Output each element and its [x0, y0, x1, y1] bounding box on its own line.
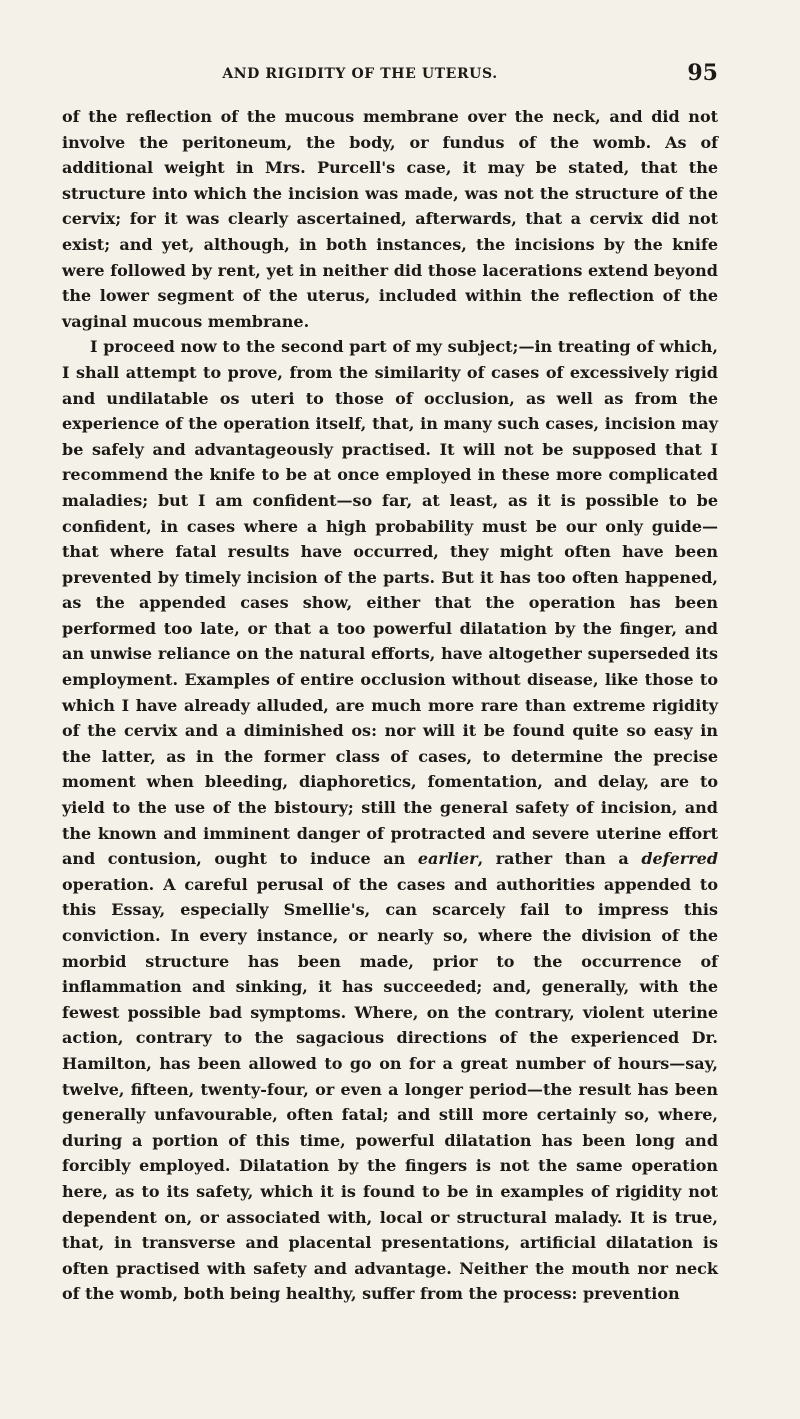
running-head: AND RIGIDITY OF THE UTERUS.: [222, 66, 498, 82]
book-page: [62, 60, 718, 1307]
paragraph-text-b: , rather than a: [477, 849, 642, 869]
paragraph-second-part: [62, 334, 718, 1307]
paragraph-continuation: of the reflection of the mucous membrane over the neck, and did not involve the peritoneum, the body, or fundus of the womb. As of additional weight in Mrs. Purcell's case, it may be stated, that the structure into which the incision was made, was not the structure of the cervix; for it was clearly ascertained, afterwards, that a cervix did not exist; and yet, although, in both instances, the incisions by the knife were followed by rent, yet in neither did those lacerations extend beyond the lower segment of the uterus, included within the reflection of the vaginal mucous membrane.: [62, 107, 718, 331]
body-text: [62, 104, 718, 1307]
emphasis-deferred: deferred: [641, 849, 719, 869]
page-number: 95: [687, 60, 718, 86]
page-header: [62, 60, 718, 90]
emphasis-earlier: earlier: [417, 849, 478, 869]
paragraph-text-a: I proceed now to the second part of my subject;—in treating of which, I shall attempt to prove, from the similarity of cases of excessively rigid and undilatable os uteri to those of occlusion, as well as from the experience of the operation itself, that, in many such cases, incision may be safely and advantageously practised. It will not be supposed that I recommend the knife to be at once employed in these more complicated maladies; but I am confident—so far, at least, as it is possible to be confident, in cases where a high probability must be our only guide—that where fatal results have occurred, they might often have been prevented by timely incision of the parts. But it has too often happened, as the appended cases show, either that the operation has been performed too late, or that a too powerful dilatation by the finger, and an unwise reliance on the natural efforts, have altogether superseded its employment. Examples of entire occlusion without disease, like those to which I have already alluded, are much more rare than extreme rigidity of the cervix and a diminished os: nor will it be found quite so easy in the latter, as in the former class of cases, to determine the precise moment when bleeding, diaphoretics, fomentation, and delay, are to yield to the use of the bistoury; still the general safety of incision, and the known and imminent danger of protracted and severe uterine effort and contusion, ought to induce an: [62, 337, 718, 869]
paragraph-text-c: operation. A careful perusal of the cases and authorities appended to this Essay, especially Smellie's, can scarcely fail to impress this conviction. In every instance, or nearly so, where the division of the morbid structure has been made, prior to the occurrence of inflammation and sinking, it has succeeded; and, generally, with the fewest possible bad symptoms. Where, on the contrary, violent uterine action, contrary to the sagacious directions of the experienced Dr. Hamilton, has been allowed to go on for a great number of hours—say, twelve, fifteen, twenty-four, or even a longer period—the result has been generally unfavourable, often fatal; and still more certainly so, where, during a portion of this time, powerful dilatation has been long and forcibly employed. Dilatation by the fingers is not the same operation here, as to its safety, which it is found to be in examples of rigidity not dependent on, or associated with, local or structural malady. It is true, that, in transverse and placental presentations, artificial dilatation is often practised with safety and advantage. Neither the mouth nor neck of the womb, both being healthy, suffer from the process: prevention: [62, 874, 718, 1304]
